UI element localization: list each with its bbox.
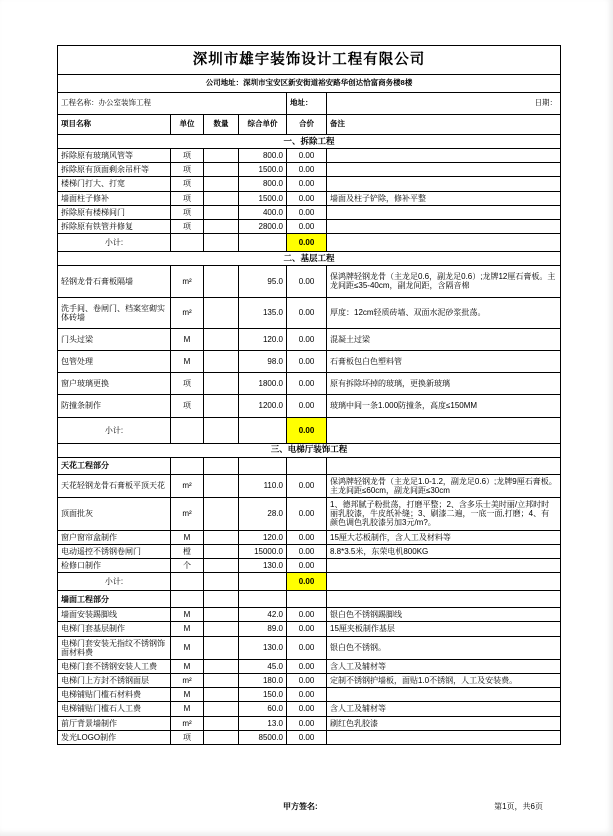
unit-cell: 项 <box>171 373 204 395</box>
amount-cell: 0.00 <box>287 219 327 233</box>
subsection-header-row <box>58 457 561 474</box>
section-title-row <box>58 135 561 149</box>
unit-price-cell: 1500.0 <box>239 163 287 177</box>
unit-cell: M <box>171 530 204 544</box>
unit-cell: 项 <box>171 191 204 205</box>
remark-cell <box>327 457 561 474</box>
amount-cell: 0.00 <box>287 297 327 328</box>
quantity-cell <box>204 351 239 373</box>
section-title: 三、电梯厅装饰工程 <box>58 443 561 457</box>
unit-cell: 项 <box>171 205 204 219</box>
unit-price-cell: 98.0 <box>239 351 287 373</box>
remark-cell: 定制不锈钢护墙板，面贴1.0不锈钢，人工及安装费。 <box>327 674 561 688</box>
item-name-cell: 拆除原有铁管并修复 <box>58 219 171 233</box>
remark-cell: 银白色不锈钢踢脚线 <box>327 608 561 622</box>
amount-cell: 0.00 <box>287 688 327 702</box>
unit-cell <box>171 234 204 252</box>
unit-cell: M <box>171 688 204 702</box>
amount-cell: 0.00 <box>287 730 327 744</box>
company-address: 公司地址：深圳市宝安区新安街道裕安路华创达恰富商务楼8楼 <box>58 75 561 93</box>
quantity-cell <box>204 163 239 177</box>
remark-cell <box>327 149 561 163</box>
remark-cell <box>327 219 561 233</box>
item-name-cell: 包管处理 <box>58 351 171 373</box>
unit-cell: M <box>171 659 204 673</box>
remark-cell: 含人工及辅材等 <box>327 659 561 673</box>
unit-price-cell: 800.0 <box>239 149 287 163</box>
unit-cell <box>171 591 204 608</box>
unit-price-cell: 120.0 <box>239 530 287 544</box>
quantity-cell <box>204 716 239 730</box>
unit-price-cell: 28.0 <box>239 498 287 531</box>
item-name-cell: 楼梯门打大、打宽 <box>58 177 171 191</box>
remark-cell: 刷红色乳胶漆 <box>327 716 561 730</box>
column-header-4: 合价 <box>287 115 327 135</box>
unit-price-cell: 8500.0 <box>239 730 287 744</box>
subtotal-amount-cell: 0.00 <box>287 234 327 252</box>
unit-price-cell: 130.0 <box>239 636 287 659</box>
amount-cell: 0.00 <box>287 674 327 688</box>
subtotal-row <box>58 234 561 252</box>
unit-price-cell <box>239 457 287 474</box>
item-row <box>58 297 561 328</box>
unit-cell: m² <box>171 498 204 531</box>
amount-cell: 0.00 <box>287 558 327 572</box>
amount-cell: 0.00 <box>287 149 327 163</box>
remark-cell: 玻璃中间一条1.000防撞条，高度≤150MM <box>327 395 561 417</box>
item-row <box>58 622 561 636</box>
amount-cell: 0.00 <box>287 608 327 622</box>
unit-price-cell: 2800.0 <box>239 219 287 233</box>
quantity-cell <box>204 544 239 558</box>
unit-price-cell: 13.0 <box>239 716 287 730</box>
item-row <box>58 544 561 558</box>
unit-price-cell: 60.0 <box>239 702 287 716</box>
item-name-cell: 检修口制作 <box>58 558 171 572</box>
remark-cell: 墙面及柱子铲除，修补平整 <box>327 191 561 205</box>
date-label: 日期： <box>327 93 561 115</box>
item-row <box>58 205 561 219</box>
subtotal-amount-cell: 0.00 <box>287 573 327 591</box>
item-name-cell: 电梯铺贴门槛石人工费 <box>58 702 171 716</box>
item-row <box>58 558 561 572</box>
amount-cell: 0.00 <box>287 205 327 219</box>
page-number: 第1页，共6页 <box>494 802 543 811</box>
unit-cell: M <box>171 622 204 636</box>
quantity-cell <box>204 474 239 497</box>
subsection-title: 墙面工程部分 <box>58 591 171 608</box>
quotation-table <box>57 45 561 745</box>
amount-cell: 0.00 <box>287 544 327 558</box>
unit-cell: M <box>171 328 204 350</box>
unit-cell <box>171 457 204 474</box>
remark-cell: 厚度：12cm轻质砖墙、双面水泥砂浆批荡。 <box>327 297 561 328</box>
subtotal-label: 小计: <box>58 573 171 591</box>
item-row <box>58 191 561 205</box>
unit-cell <box>171 573 204 591</box>
unit-cell: m² <box>171 297 204 328</box>
amount-cell: 0.00 <box>287 328 327 350</box>
item-row <box>58 702 561 716</box>
amount-cell: 0.00 <box>287 474 327 497</box>
unit-price-cell <box>239 234 287 252</box>
subtotal-row <box>58 417 561 443</box>
project-name: 工程名称：办公室装饰工程 <box>58 93 287 115</box>
item-name-cell: 电梯铺贴门槛石材料费 <box>58 688 171 702</box>
company-address-row <box>58 75 561 93</box>
unit-cell: m² <box>171 716 204 730</box>
quantity-cell <box>204 591 239 608</box>
unit-price-cell: 1200.0 <box>239 395 287 417</box>
item-name-cell: 轻钢龙骨石膏板隔墙 <box>58 266 171 297</box>
remark-cell: 混凝土过梁 <box>327 328 561 350</box>
quantity-cell <box>204 530 239 544</box>
unit-cell: m² <box>171 266 204 297</box>
amount-cell <box>287 591 327 608</box>
section-title-row <box>58 443 561 457</box>
party-a-signature-label: 甲方签名: <box>283 802 318 811</box>
quantity-cell <box>204 219 239 233</box>
subtotal-label: 小计: <box>58 417 171 443</box>
item-row <box>58 688 561 702</box>
item-name-cell: 洗手间、卷闸门、档案室砌实体砖墙 <box>58 297 171 328</box>
unit-price-cell: 95.0 <box>239 266 287 297</box>
item-row <box>58 730 561 744</box>
subtotal-row <box>58 573 561 591</box>
item-name-cell: 拆除原有玻璃风管等 <box>58 149 171 163</box>
remark-cell <box>327 417 561 443</box>
quantity-cell <box>204 417 239 443</box>
amount-cell: 0.00 <box>287 659 327 673</box>
unit-cell: 樘 <box>171 544 204 558</box>
amount-cell: 0.00 <box>287 395 327 417</box>
remark-cell <box>327 573 561 591</box>
column-header-3: 综合单价 <box>239 115 287 135</box>
remark-cell: 15厘夹板制作基层 <box>327 622 561 636</box>
unit-cell: 项 <box>171 177 204 191</box>
remark-cell: 石膏板包白色塑料管 <box>327 351 561 373</box>
quantity-cell <box>204 234 239 252</box>
unit-price-cell: 130.0 <box>239 558 287 572</box>
quantity-cell <box>204 266 239 297</box>
unit-cell: M <box>171 608 204 622</box>
unit-price-cell: 1500.0 <box>239 191 287 205</box>
unit-cell: M <box>171 351 204 373</box>
item-row <box>58 608 561 622</box>
subsection-header-row <box>58 591 561 608</box>
unit-cell: m² <box>171 474 204 497</box>
unit-cell: 项 <box>171 730 204 744</box>
amount-cell: 0.00 <box>287 498 327 531</box>
quantity-cell <box>204 149 239 163</box>
unit-price-cell: 110.0 <box>239 474 287 497</box>
item-name-cell: 前厅背景墙制作 <box>58 716 171 730</box>
amount-cell: 0.00 <box>287 163 327 177</box>
remark-cell <box>327 205 561 219</box>
remark-cell: 含人工及辅材等 <box>327 702 561 716</box>
item-name-cell: 窗户玻璃更换 <box>58 373 171 395</box>
unit-cell: 个 <box>171 558 204 572</box>
unit-cell: M <box>171 636 204 659</box>
remark-cell <box>327 234 561 252</box>
amount-cell: 0.00 <box>287 636 327 659</box>
quantity-cell <box>204 457 239 474</box>
item-row <box>58 395 561 417</box>
unit-price-cell: 89.0 <box>239 622 287 636</box>
unit-price-cell: 120.0 <box>239 328 287 350</box>
company-name: 深圳市雄宇装饰设计工程有限公司 <box>58 46 561 75</box>
unit-price-cell: 400.0 <box>239 205 287 219</box>
quantity-cell <box>204 622 239 636</box>
item-name-cell: 顶面批灰 <box>58 498 171 531</box>
quantity-cell <box>204 373 239 395</box>
quantity-cell <box>204 395 239 417</box>
unit-price-cell: 45.0 <box>239 659 287 673</box>
unit-cell: m² <box>171 674 204 688</box>
unit-price-cell: 1800.0 <box>239 373 287 395</box>
unit-cell: 项 <box>171 149 204 163</box>
amount-cell: 0.00 <box>287 530 327 544</box>
site-label: 地址： <box>287 93 327 115</box>
item-row <box>58 351 561 373</box>
remark-cell: 1、德邦腻子粉批荡，打磨平整；2、含多乐士美时丽/立邦时时丽乳胶漆，牛皮纸补缝；3、刷漆二遍，一底一面,打磨；4、有颜色调色乳胶漆另加3元/m?。 <box>327 498 561 531</box>
unit-price-cell: 150.0 <box>239 688 287 702</box>
item-row <box>58 219 561 233</box>
quantity-cell <box>204 659 239 673</box>
item-row <box>58 149 561 163</box>
section-title: 二、基层工程 <box>58 252 561 266</box>
item-row <box>58 474 561 497</box>
item-row <box>58 498 561 531</box>
item-name-cell: 天花轻钢龙骨石膏板平顶天花 <box>58 474 171 497</box>
remark-cell <box>327 177 561 191</box>
item-name-cell: 拆除原有顶面剩余吊杆等 <box>58 163 171 177</box>
item-row <box>58 163 561 177</box>
column-header-1: 单位 <box>171 115 204 135</box>
quantity-cell <box>204 498 239 531</box>
remark-cell: 8.8*3.5米，东荣电机800KG <box>327 544 561 558</box>
amount-cell: 0.00 <box>287 702 327 716</box>
item-row <box>58 674 561 688</box>
remark-cell: 保鸿牌轻钢龙骨（主龙足0.6，副龙足0.6）;龙牌12厘石膏板。主龙间距≤35-40cm，副龙间距，含隔音棉 <box>327 266 561 297</box>
unit-price-cell: 800.0 <box>239 177 287 191</box>
item-name-cell: 电梯门套不锈钢安装人工费 <box>58 659 171 673</box>
amount-cell: 0.00 <box>287 266 327 297</box>
amount-cell: 0.00 <box>287 373 327 395</box>
quantity-cell <box>204 191 239 205</box>
item-name-cell: 电动遥控不锈钢卷闸门 <box>58 544 171 558</box>
remark-cell: 15厘大芯板制作，含人工及材料等 <box>327 530 561 544</box>
unit-price-cell: 180.0 <box>239 674 287 688</box>
column-header-0: 项目名称 <box>58 115 171 135</box>
amount-cell: 0.00 <box>287 622 327 636</box>
unit-cell: 项 <box>171 219 204 233</box>
item-row <box>58 530 561 544</box>
item-name-cell: 发光LOGO制作 <box>58 730 171 744</box>
section-title: 一、拆除工程 <box>58 135 561 149</box>
quantity-cell <box>204 674 239 688</box>
unit-price-cell: 135.0 <box>239 297 287 328</box>
quantity-cell <box>204 730 239 744</box>
remark-cell <box>327 591 561 608</box>
item-row <box>58 373 561 395</box>
column-header-row <box>58 115 561 135</box>
item-name-cell: 电梯门套安装无指纹不锈钢饰面材料费 <box>58 636 171 659</box>
quantity-cell <box>204 328 239 350</box>
quantity-cell <box>204 573 239 591</box>
unit-price-cell: 15000.0 <box>239 544 287 558</box>
item-row <box>58 328 561 350</box>
item-row <box>58 636 561 659</box>
remark-cell: 原有拆除坏掉的玻璃，更换新玻璃 <box>327 373 561 395</box>
item-name-cell: 窗户窗帘盒制作 <box>58 530 171 544</box>
remark-cell: 保鸿牌轻钢龙骨（主龙足1.0-1.2，副龙足0.6）;龙牌9厘石膏板。主龙间距≤60cm，副龙间距≤30cm <box>327 474 561 497</box>
unit-price-cell <box>239 417 287 443</box>
remark-cell <box>327 730 561 744</box>
item-name-cell: 门头过梁 <box>58 328 171 350</box>
item-row <box>58 716 561 730</box>
quantity-cell <box>204 558 239 572</box>
unit-cell: 项 <box>171 163 204 177</box>
item-name-cell: 墙面安装踢脚线 <box>58 608 171 622</box>
project-info-row <box>58 93 561 115</box>
quantity-cell <box>204 177 239 191</box>
unit-cell <box>171 417 204 443</box>
remark-cell <box>327 558 561 572</box>
unit-cell: 项 <box>171 395 204 417</box>
amount-cell: 0.00 <box>287 177 327 191</box>
quantity-cell <box>204 205 239 219</box>
remark-cell <box>327 163 561 177</box>
amount-cell <box>287 457 327 474</box>
item-row <box>58 659 561 673</box>
item-name-cell: 电梯门上方封不锈钢面层 <box>58 674 171 688</box>
item-name-cell: 拆除原有楼梯间门 <box>58 205 171 219</box>
amount-cell: 0.00 <box>287 716 327 730</box>
unit-price-cell: 42.0 <box>239 608 287 622</box>
quantity-cell <box>204 636 239 659</box>
column-header-5: 备注 <box>327 115 561 135</box>
unit-cell: M <box>171 702 204 716</box>
remark-cell <box>327 688 561 702</box>
subtotal-label: 小计: <box>58 234 171 252</box>
quantity-cell <box>204 688 239 702</box>
unit-price-cell <box>239 591 287 608</box>
remark-cell: 银白色不锈钢。 <box>327 636 561 659</box>
item-name-cell: 防撞条制作 <box>58 395 171 417</box>
item-row <box>58 177 561 191</box>
amount-cell: 0.00 <box>287 191 327 205</box>
item-row <box>58 266 561 297</box>
quantity-cell <box>204 608 239 622</box>
section-title-row <box>58 252 561 266</box>
subsection-title: 天花工程部分 <box>58 457 171 474</box>
item-name-cell: 墙面柱子修补 <box>58 191 171 205</box>
item-name-cell: 电梯门套基层制作 <box>58 622 171 636</box>
quantity-cell <box>204 702 239 716</box>
quantity-cell <box>204 297 239 328</box>
amount-cell: 0.00 <box>287 351 327 373</box>
subtotal-amount-cell: 0.00 <box>287 417 327 443</box>
company-title-row <box>58 46 561 75</box>
column-header-2: 数量 <box>204 115 239 135</box>
unit-price-cell <box>239 573 287 591</box>
